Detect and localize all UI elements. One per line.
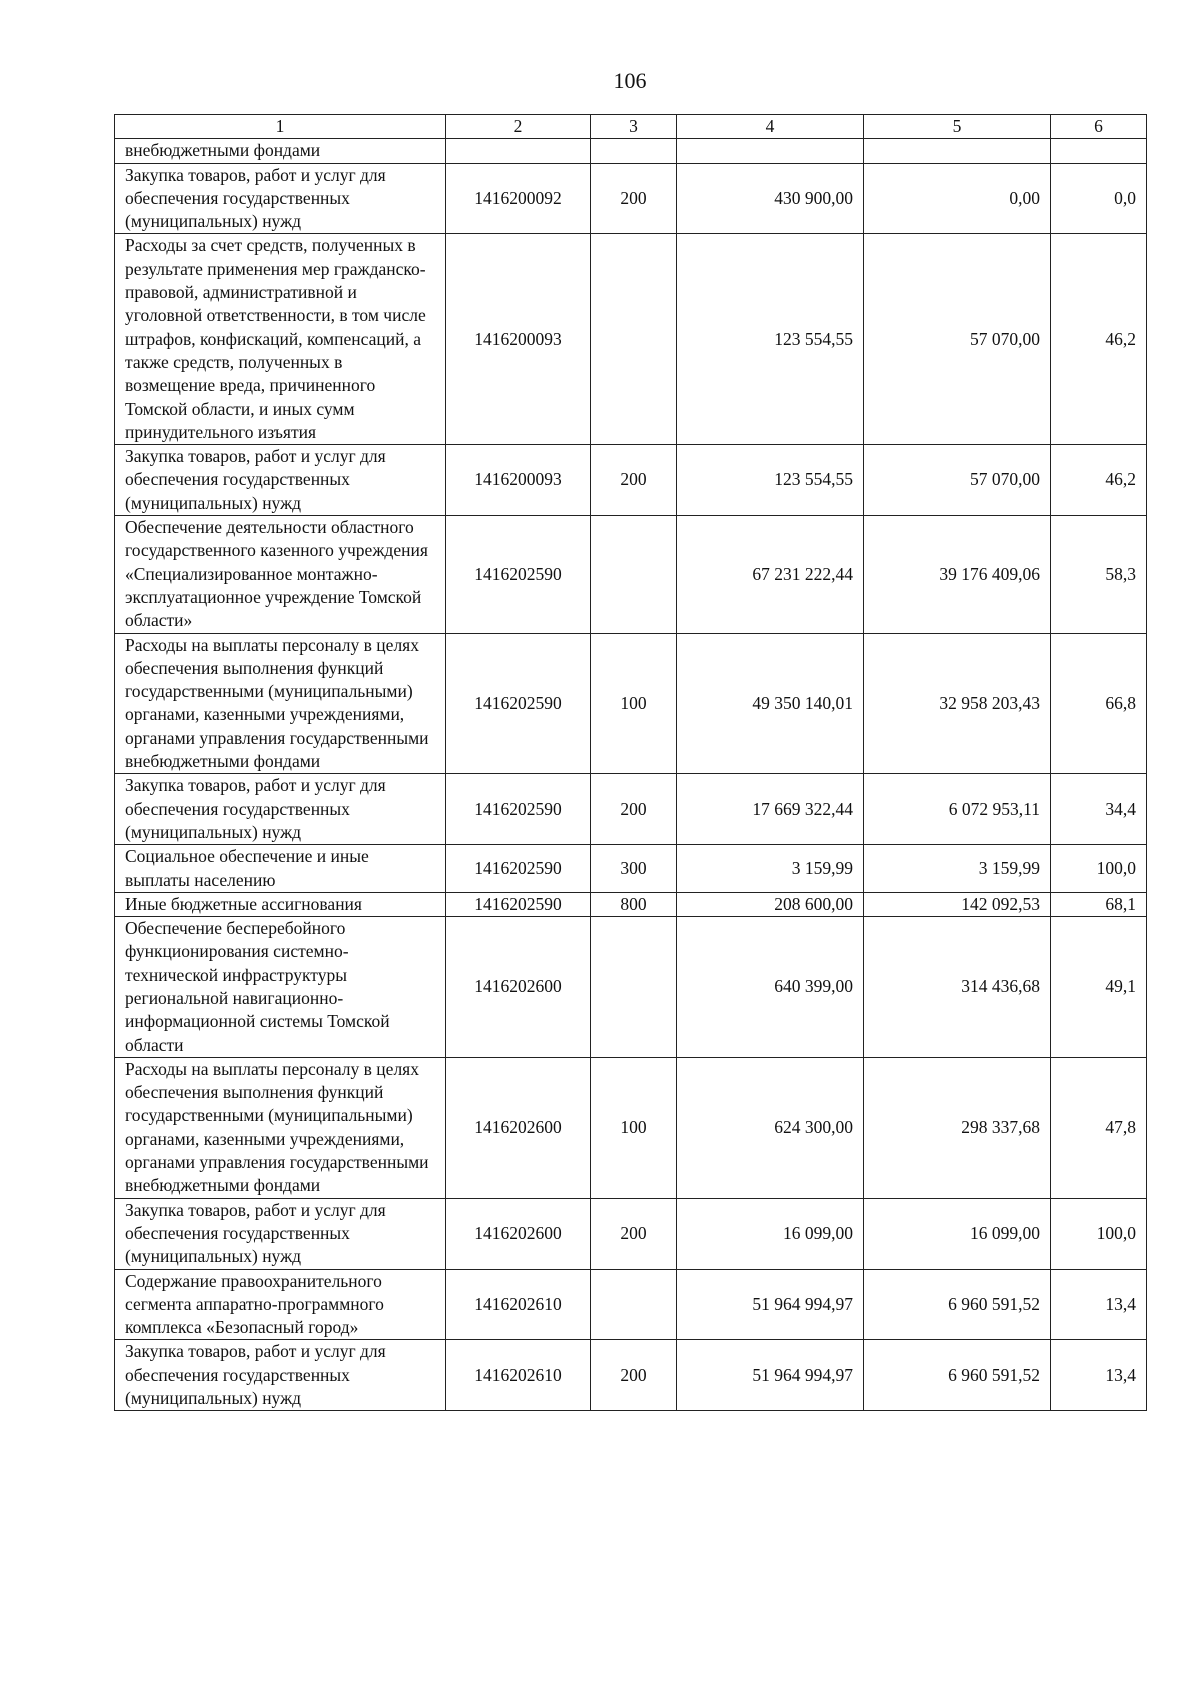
row-plan-amount-cell: 640 399,00 xyxy=(677,917,864,1058)
row-percent-cell: 46,2 xyxy=(1051,445,1147,516)
row-expense-type-cell: 300 xyxy=(591,845,677,893)
table-row xyxy=(115,917,1147,1058)
row-name-cell: Содержание правоохранительного сегмента аппаратно-программного комплекса «Безопасный город» xyxy=(115,1269,446,1340)
row-code-cell: 1416202600 xyxy=(446,1057,591,1198)
row-name-cell: Закупка товаров, работ и услуг для обеспечения государственных (муниципальных) нужд xyxy=(115,163,446,234)
row-name-cell: Социальное обеспечение и иные выплаты населению xyxy=(115,845,446,893)
row-code-cell: 1416200092 xyxy=(446,163,591,234)
row-code-cell: 1416202590 xyxy=(446,516,591,633)
table-row xyxy=(115,1340,1147,1411)
row-code-cell: 1416202590 xyxy=(446,633,591,774)
row-name-cell: внебюджетными фондами xyxy=(115,139,446,163)
row-plan-amount-cell: 67 231 222,44 xyxy=(677,516,864,633)
row-code-cell: 1416200093 xyxy=(446,234,591,445)
row-code-cell: 1416202610 xyxy=(446,1340,591,1411)
table-row xyxy=(115,445,1147,516)
row-plan-amount-cell: 16 099,00 xyxy=(677,1198,864,1269)
row-code-cell: 1416202600 xyxy=(446,917,591,1058)
row-code-cell: 1416202610 xyxy=(446,1269,591,1340)
row-actual-amount-cell xyxy=(864,139,1051,163)
row-percent-cell: 34,4 xyxy=(1051,774,1147,845)
row-expense-type-cell xyxy=(591,516,677,633)
row-plan-amount-cell: 430 900,00 xyxy=(677,163,864,234)
row-name-cell: Расходы на выплаты персоналу в целях обеспечения выполнения функций государственными (муниципальными) органами, казенными учреждениями, органами управления государственными внебюджетными фондами xyxy=(115,633,446,774)
row-name-cell: Расходы на выплаты персоналу в целях обеспечения выполнения функций государственными (муниципальными) органами, казенными учреждениями, органами управления государственными внебюджетными фондами xyxy=(115,1057,446,1198)
header-cell: 6 xyxy=(1051,115,1147,139)
row-actual-amount-cell: 3 159,99 xyxy=(864,845,1051,893)
row-actual-amount-cell: 142 092,53 xyxy=(864,892,1051,916)
row-plan-amount-cell: 49 350 140,01 xyxy=(677,633,864,774)
row-name-cell: Закупка товаров, работ и услуг для обеспечения государственных (муниципальных) нужд xyxy=(115,445,446,516)
row-expense-type-cell: 100 xyxy=(591,1057,677,1198)
row-expense-type-cell: 200 xyxy=(591,163,677,234)
row-actual-amount-cell: 298 337,68 xyxy=(864,1057,1051,1198)
row-expense-type-cell: 200 xyxy=(591,1340,677,1411)
row-actual-amount-cell: 0,00 xyxy=(864,163,1051,234)
row-plan-amount-cell: 208 600,00 xyxy=(677,892,864,916)
table-row xyxy=(115,1269,1147,1340)
table-row xyxy=(115,892,1147,916)
row-plan-amount-cell: 123 554,55 xyxy=(677,445,864,516)
row-name-cell: Закупка товаров, работ и услуг для обеспечения государственных (муниципальных) нужд xyxy=(115,1340,446,1411)
page-number: 106 xyxy=(613,68,647,93)
row-expense-type-cell: 800 xyxy=(591,892,677,916)
row-plan-amount-cell: 17 669 322,44 xyxy=(677,774,864,845)
row-actual-amount-cell: 57 070,00 xyxy=(864,445,1051,516)
header-cell: 3 xyxy=(591,115,677,139)
row-name-cell: Иные бюджетные ассигнования xyxy=(115,892,446,916)
row-expense-type-cell: 200 xyxy=(591,1198,677,1269)
row-plan-amount-cell: 123 554,55 xyxy=(677,234,864,445)
row-name-cell: Обеспечение деятельности областного государственного казенного учреждения «Специализированное монтажно-эксплуатационное учреждение Томской области» xyxy=(115,516,446,633)
row-plan-amount-cell: 51 964 994,97 xyxy=(677,1269,864,1340)
row-percent-cell: 47,8 xyxy=(1051,1057,1147,1198)
row-actual-amount-cell: 32 958 203,43 xyxy=(864,633,1051,774)
row-expense-type-cell xyxy=(591,1269,677,1340)
row-actual-amount-cell: 314 436,68 xyxy=(864,917,1051,1058)
row-code-cell: 1416202590 xyxy=(446,845,591,893)
row-actual-amount-cell: 6 960 591,52 xyxy=(864,1340,1051,1411)
row-plan-amount-cell xyxy=(677,139,864,163)
row-code-cell: 1416200093 xyxy=(446,445,591,516)
row-code-cell xyxy=(446,139,591,163)
row-percent-cell xyxy=(1051,139,1147,163)
row-percent-cell: 46,2 xyxy=(1051,234,1147,445)
header-cell: 4 xyxy=(677,115,864,139)
row-name-cell: Расходы за счет средств, полученных в результате применения мер гражданско-правовой, административной и уголовной ответственности, в том числе штрафов, конфискаций, компенсаций, а также средств, полученных в возмещение вреда, причиненного Томской области, и иных сумм принудительного изъятия xyxy=(115,234,446,445)
table-row xyxy=(115,1198,1147,1269)
table-row xyxy=(115,234,1147,445)
table-row xyxy=(115,633,1147,774)
row-percent-cell: 13,4 xyxy=(1051,1269,1147,1340)
row-name-cell: Закупка товаров, работ и услуг для обеспечения государственных (муниципальных) нужд xyxy=(115,774,446,845)
header-cell: 5 xyxy=(864,115,1051,139)
row-expense-type-cell: 200 xyxy=(591,445,677,516)
header-cell: 2 xyxy=(446,115,591,139)
row-actual-amount-cell: 39 176 409,06 xyxy=(864,516,1051,633)
table-row xyxy=(115,139,1147,163)
table-row xyxy=(115,845,1147,893)
row-expense-type-cell: 200 xyxy=(591,774,677,845)
row-percent-cell: 13,4 xyxy=(1051,1340,1147,1411)
header-row xyxy=(115,115,1147,139)
row-code-cell: 1416202590 xyxy=(446,892,591,916)
row-plan-amount-cell: 3 159,99 xyxy=(677,845,864,893)
row-expense-type-cell xyxy=(591,917,677,1058)
row-percent-cell: 66,8 xyxy=(1051,633,1147,774)
row-actual-amount-cell: 6 072 953,11 xyxy=(864,774,1051,845)
row-percent-cell: 100,0 xyxy=(1051,1198,1147,1269)
table-row xyxy=(115,516,1147,633)
row-name-cell: Обеспечение бесперебойного функционирования системно-технической инфраструктуры региональной навигационно-информационной системы Томской области xyxy=(115,917,446,1058)
budget-table xyxy=(114,114,1147,1411)
row-expense-type-cell xyxy=(591,234,677,445)
row-percent-cell: 68,1 xyxy=(1051,892,1147,916)
row-expense-type-cell: 100 xyxy=(591,633,677,774)
row-expense-type-cell xyxy=(591,139,677,163)
row-percent-cell: 49,1 xyxy=(1051,917,1147,1058)
row-code-cell: 1416202590 xyxy=(446,774,591,845)
row-code-cell: 1416202600 xyxy=(446,1198,591,1269)
table-row xyxy=(115,1057,1147,1198)
header-cell: 1 xyxy=(115,115,446,139)
row-actual-amount-cell: 6 960 591,52 xyxy=(864,1269,1051,1340)
table-row xyxy=(115,163,1147,234)
row-percent-cell: 0,0 xyxy=(1051,163,1147,234)
row-plan-amount-cell: 51 964 994,97 xyxy=(677,1340,864,1411)
row-percent-cell: 100,0 xyxy=(1051,845,1147,893)
table-row xyxy=(115,774,1147,845)
row-percent-cell: 58,3 xyxy=(1051,516,1147,633)
row-name-cell: Закупка товаров, работ и услуг для обеспечения государственных (муниципальных) нужд xyxy=(115,1198,446,1269)
row-actual-amount-cell: 16 099,00 xyxy=(864,1198,1051,1269)
row-plan-amount-cell: 624 300,00 xyxy=(677,1057,864,1198)
row-actual-amount-cell: 57 070,00 xyxy=(864,234,1051,445)
